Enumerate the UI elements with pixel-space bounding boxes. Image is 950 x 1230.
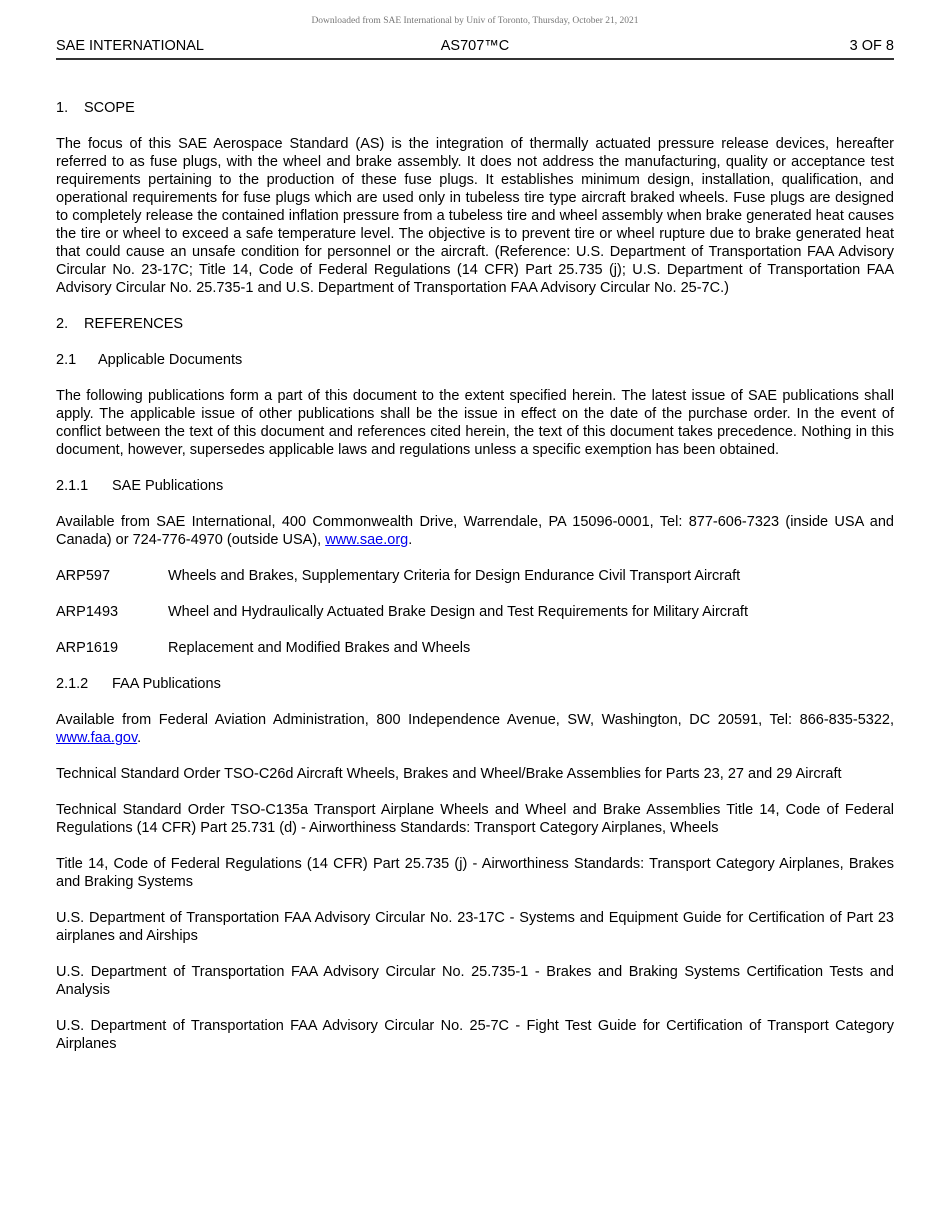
section-number: 1.: [56, 100, 69, 116]
header-doc-id: AS707™C: [440, 38, 510, 54]
availability-text: Available from Federal Aviation Administration, 800 Independence Avenue, SW, Washington, DC 20591, Tel: 866-835-5322,: [56, 712, 894, 728]
section-title: SCOPE: [84, 100, 135, 116]
scope-paragraph: The focus of this SAE Aerospace Standard (AS) is the integration of thermally actuated pressure release devices, hereafter referred to as fuse plugs, with the wheel and brake assembly. It does not address the manufacturing, quality or acceptance test requirements pertaining to the production of these fuse plugs. It establishes minimum design, installation, qualification, and operational requirements for fuse plugs which are used only in tubeless tire type aircraft braked wheels. Fuse plugs are designed to completely release the contained inflation pressure from a tubeless tire and wheel assembly when brake generated heat causes the tire or wheel to exceed a safe temperature level. The objective is to prevent tire or wheel rupture due to brake generated heat that could cause an unsafe condition for personnel or the aircraft. (Reference: U.S. Department of Transportation FAA Advisory Circular No. 23-17C; Title 14, Code of Federal Regulations (14 CFR) Part 25.735 (j); U.S. Department of Transportation FAA Advisory Circular No. 25.735-1 and U.S. Department of Transportation FAA Advisory Circular No. 25-7C.): [56, 136, 894, 296]
reference-item: [56, 567, 894, 585]
section-heading-sae-publications: [56, 477, 894, 495]
section-number: 2.: [56, 316, 69, 332]
reference-item: [56, 603, 894, 621]
availability-text: Available from SAE International, 400 Commonwealth Drive, Warrendale, PA 15096-0001, Tel: 877-606-7323 (inside USA and Canada) or 724-776-4970 (outside USA),: [56, 514, 894, 548]
section-title: FAA Publications: [112, 676, 221, 692]
section-number: 2.1.2: [56, 676, 89, 692]
download-notice: Downloaded from SAE International by Univ of Toronto, Thursday, October 21, 2021: [311, 16, 639, 26]
sae-website-link[interactable]: www.sae.org: [325, 532, 409, 548]
section-heading-faa-publications: [56, 675, 894, 693]
section-heading-scope: [56, 99, 894, 117]
section-title: SAE Publications: [112, 478, 224, 494]
page-header: [56, 38, 894, 60]
reference-code: ARP1493: [56, 604, 119, 620]
header-page-number: 3 OF 8: [849, 38, 894, 54]
sae-availability-paragraph: [56, 513, 894, 549]
faa-reference-item: Technical Standard Order TSO-C135a Transport Airplane Wheels and Wheel and Brake Assemblies Title 14, Code of Federal Regulations (14 CFR) Part 25.731 (d) - Airworthiness Standards: Transport Category Airplanes, Wheels: [56, 802, 894, 836]
section-title: REFERENCES: [84, 316, 184, 332]
section-heading-references: [56, 315, 894, 333]
faa-reference-item: U.S. Department of Transportation FAA Advisory Circular No. 25.735-1 - Brakes and Braking Systems Certification Tests and Analysis: [56, 964, 894, 998]
faa-availability-paragraph: [56, 711, 894, 747]
faa-reference-item: Technical Standard Order TSO-C26d Aircraft Wheels, Brakes and Wheel/Brake Assemblies for Parts 23, 27 and 29 Aircraft: [56, 766, 842, 782]
reference-item: [56, 639, 894, 657]
section-heading-applicable-documents: [56, 351, 894, 369]
reference-code: ARP597: [56, 568, 111, 584]
reference-title: Wheel and Hydraulically Actuated Brake Design and Test Requirements for Military Aircraft: [168, 604, 748, 620]
availability-suffix: .: [137, 730, 142, 746]
faa-reference-item: U.S. Department of Transportation FAA Advisory Circular No. 25-7C - Fight Test Guide for Certification of Transport Category Airplanes: [56, 1018, 894, 1052]
faa-website-link[interactable]: www.faa.gov: [56, 730, 138, 746]
faa-reference-item: U.S. Department of Transportation FAA Advisory Circular No. 23-17C - Systems and Equipment Guide for Certification of Part 23 airplanes and Airships: [56, 910, 894, 944]
document-body: [56, 99, 894, 1071]
reference-title: Replacement and Modified Brakes and Wheels: [168, 640, 471, 656]
header-org: SAE INTERNATIONAL: [56, 38, 204, 54]
availability-suffix: .: [408, 532, 413, 548]
reference-code: ARP1619: [56, 640, 119, 656]
faa-reference-item: Title 14, Code of Federal Regulations (14 CFR) Part 25.735 (j) - Airworthiness Standards: Transport Category Airplanes, Brakes and Braking Systems: [56, 856, 894, 890]
section-title: Applicable Documents: [98, 352, 243, 368]
reference-title: Wheels and Brakes, Supplementary Criteria for Design Endurance Civil Transport Aircraft: [168, 568, 741, 584]
section-number: 2.1: [56, 352, 77, 368]
applicable-documents-paragraph: The following publications form a part of this document to the extent specified herein. The latest issue of SAE publications shall apply. The applicable issue of other publications shall be the issue in effect on the date of the purchase order. In the event of conflict between the text of this document and references cited herein, the text of this document takes precedence. Nothing in this document, however, supersedes applicable laws and regulations unless a specific exemption has been obtained.: [56, 388, 894, 458]
section-number: 2.1.1: [56, 478, 89, 494]
